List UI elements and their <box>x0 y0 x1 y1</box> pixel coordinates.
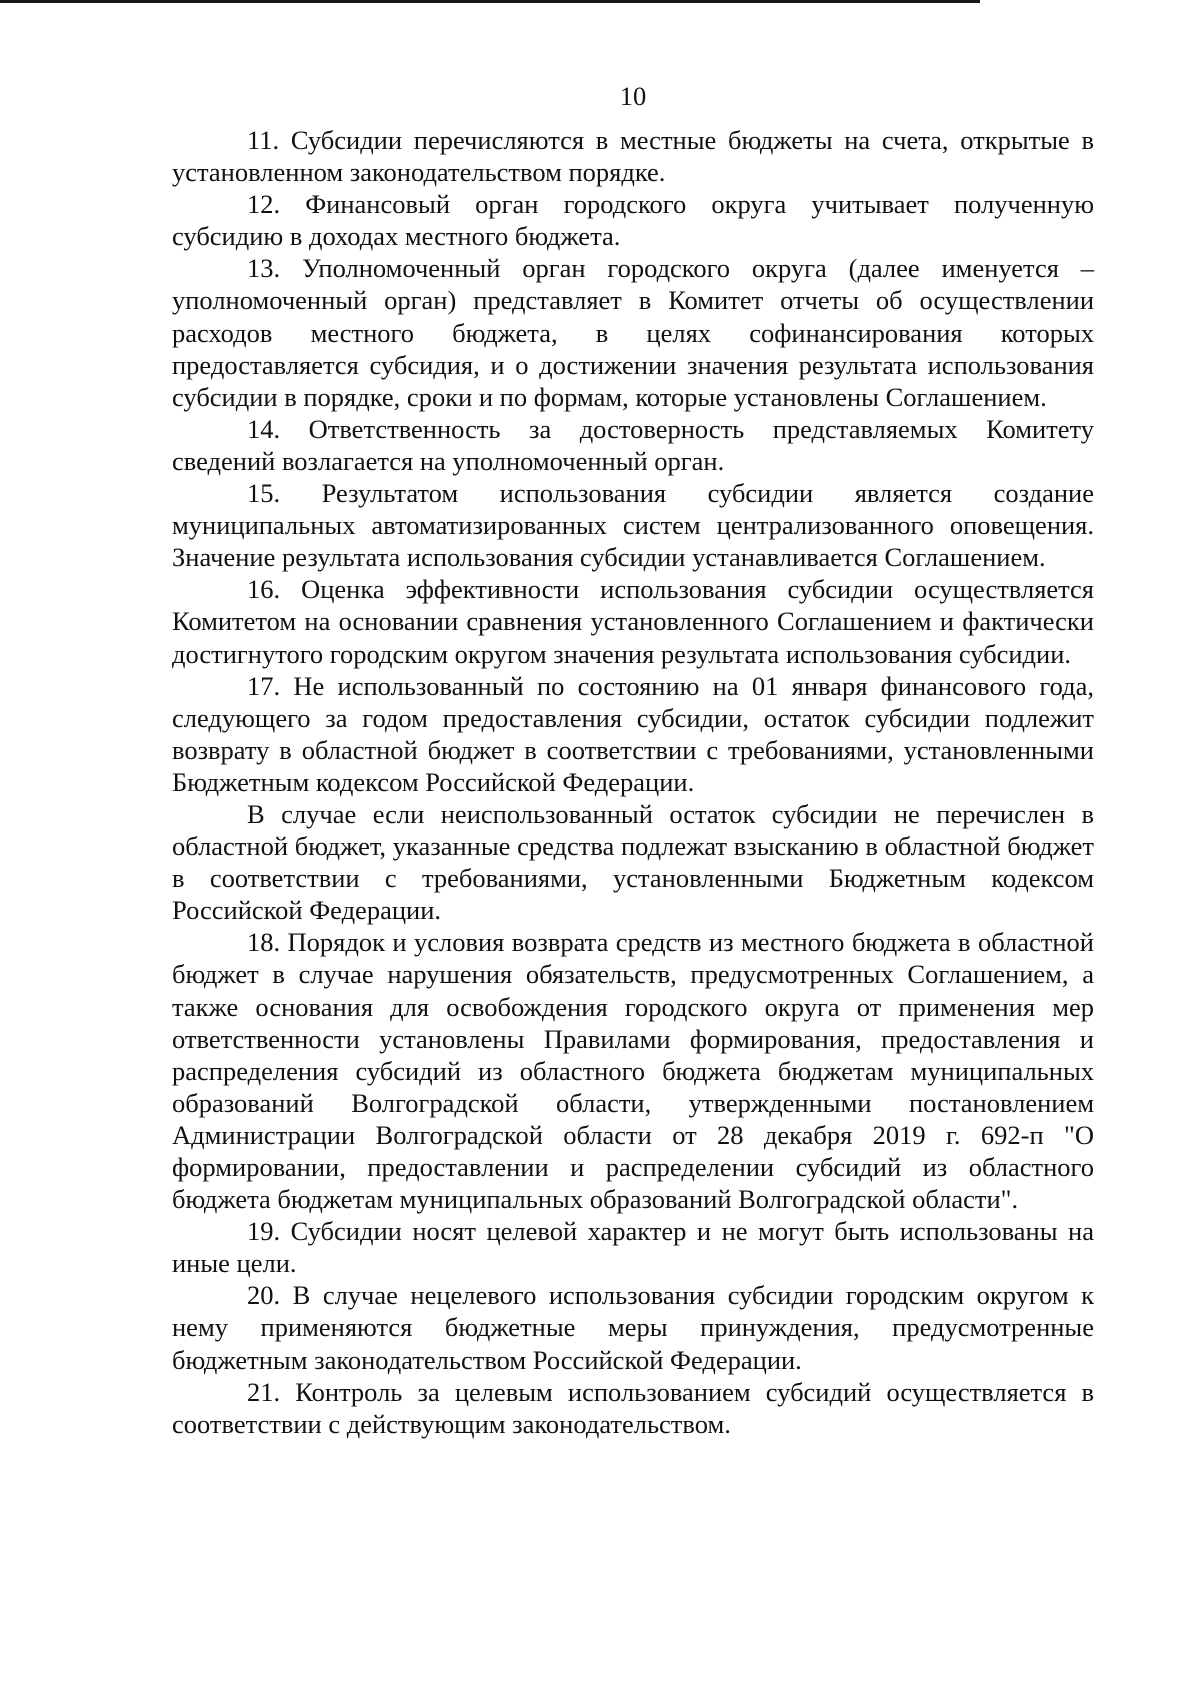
clause-14: 14. Ответственность за достоверность представляемых Комитету сведений возлагается на уполномоченный орган. <box>172 413 1094 476</box>
clause-13: 13. Уполномоченный орган городского округа (далее именуется – уполномоченный орган) представляет в Комитет отчеты об осуществлении расходов местного бюджета, в целях софинансирования которых предоставляется субсидия, и о достижении значения результата использования субсидии в порядке, сроки и по формам, которые установлены Соглашением. <box>172 253 1094 412</box>
clause-11: 11. Субсидии перечисляются в местные бюджеты на счета, открытые в установленном законодательством порядке. <box>172 125 1094 188</box>
clause-16: 16. Оценка эффективности использования субсидии осуществляется Комитетом на основании сравнения установленного Соглашением и фактически достигнутого городским округом значения результата использования субсидии. <box>172 574 1094 669</box>
clause-15: 15. Результатом использования субсидии является создание муниципальных автоматизированных систем централизованного оповещения. Значение результата использования субсидии устанавливается Соглашением. <box>172 478 1094 573</box>
clause-20: 20. В случае нецелевого использования субсидии городским округом к нему применяются бюджетные меры принуждения, предусмотренные бюджетным законодательством Российской Федерации. <box>172 1280 1094 1375</box>
clause-17-continuation: В случае если неиспользованный остаток субсидии не перечислен в областной бюджет, указанные средства подлежат взысканию в областной бюджет в соответствии с требованиями, установленными Бюджетным кодексом Российской Федерации. <box>172 798 1094 926</box>
clause-17: 17. Не использованный по состоянию на 01 января финансового года, следующего за годом предоставления субсидии, остаток субсидии подлежит возврату в областной бюджет в соответствии с требованиями, установленными Бюджетным кодексом Российской Федерации. <box>172 670 1094 797</box>
clause-12: 12. Финансовый орган городского округа учитывает полученную субсидию в доходах местного бюджета. <box>172 189 1094 252</box>
clause-21: 21. Контроль за целевым использованием субсидий осуществляется в соответствии с действующим законодательством. <box>172 1376 1094 1439</box>
clause-18: 18. Порядок и условия возврата средств из местного бюджета в областной бюджет в случае нарушения обязательств, предусмотренных Соглашением, а также основания для освобождения городского округа от применения мер ответственности установлены Правилами формирования, предоставления и распределения субсидий из областного бюджета бюджетам муниципальных образований Волгоградской области, утвержденными постановлением Администрации Волгоградской области от 28 декабря 2019 г. 692-п "О формировании, предоставлении и распределении субсидий из областного бюджета бюджетам муниципальных образований Волгоградской области". <box>172 927 1094 1215</box>
document-page <box>172 80 1094 1440</box>
page-number: 10 <box>619 81 647 111</box>
clause-19: 19. Субсидии носят целевой характер и не могут быть использованы на иные цели. <box>172 1216 1094 1279</box>
scan-top-edge <box>0 0 980 3</box>
